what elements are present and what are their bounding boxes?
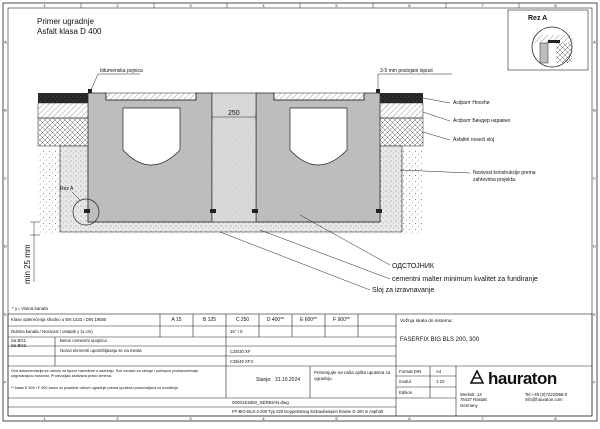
tb-product-label: Vožnja skala do sistema: <box>400 319 453 324</box>
tb-format-label: Format DIN <box>399 369 422 374</box>
frame-col-1: 1 <box>43 3 46 8</box>
frame-row-E: E <box>593 311 596 317</box>
frame-col-5: 5 <box>335 416 338 421</box>
frame-row-D: D <box>4 243 7 249</box>
tb-note2: ** klase E 600 i F 900 samo uz posebne uslove ugradnje prema uputstvu proizvodjača za izvođenje. <box>11 386 180 390</box>
load-class-5: E 600** <box>300 317 317 323</box>
frame-col-3: 3 <box>189 416 192 421</box>
titleblock-grid <box>8 314 592 416</box>
label-cement: cementni malter minimum kvalitet za fundiranje <box>392 276 538 283</box>
drain-channel-right <box>256 93 380 222</box>
hauraton-logo-mark <box>470 370 484 384</box>
tb-row4-value: C25/30 XF <box>230 349 251 354</box>
frame-col-7: 7 <box>481 416 484 421</box>
load-class-4: D 400** <box>266 317 285 323</box>
svg-text:250: 250 <box>228 110 240 117</box>
frame-row-F: F <box>4 379 7 385</box>
frame-row-C: C <box>4 175 7 181</box>
tb-row5-value: C35/45 XF3 <box>230 359 253 364</box>
detail-marker-label: Rez A <box>60 186 74 192</box>
label-bitumen: bitumenska pojnica <box>100 68 143 74</box>
tb-status-date: 31.10.2024 <box>275 377 301 383</box>
tb-format-value: A4 <box>436 369 442 374</box>
title-line2: Asfalt klasa D 400 <box>37 27 102 36</box>
load-class-3: C 250 <box>235 317 250 323</box>
frame-col-1: 1 <box>43 416 46 421</box>
frame-row-A: A <box>593 39 596 45</box>
label-asphalt-top: Асфалт Носећи <box>453 100 490 106</box>
tb-row3-a: Sa BG1 <box>11 338 27 343</box>
svg-text:min 25 mm: min 25 mm <box>23 244 32 284</box>
frame-col-4: 4 <box>262 3 265 8</box>
frame-col-8: 8 <box>554 3 557 8</box>
frame-row-C: C <box>593 175 596 181</box>
tb-bottom-text: FF-BIG-BLS-3-200 Typ 020 Doppelstrang Einbaubeispiel Klasse D 400 in Asphalt <box>232 409 383 414</box>
label-asphalt-binder: Асфалт Биндер нарaвно <box>453 118 511 124</box>
tb-file-name: 0000151800_SERBIAN.dwg <box>232 400 289 405</box>
frame-row-B: B <box>4 107 7 113</box>
frame-row-A: A <box>4 39 7 45</box>
tb-status-label: Stanje: <box>256 377 272 383</box>
label-asphalt-base: Asfaltni noseći sloj <box>453 137 495 143</box>
tb-row2-label: Dubina kanala / Nosivost / ostatak y (u cm) <box>11 329 93 334</box>
tb-contact: Tel +49 (0)7222/958-0 info@hauraton.com <box>525 392 568 403</box>
tb-row3-text: Beton cementni spojnica <box>60 338 107 343</box>
load-class-6: F 900** <box>333 317 350 323</box>
label-subbase-2: zahtevima projekta. <box>473 177 517 183</box>
svg-text:Rez A: Rez A <box>528 15 548 22</box>
frame-col-6: 6 <box>408 416 411 421</box>
tb-note: Ova dokumentacija se odnosi na tipove navedene u sadržaju. Sve oznake za obloge i poklopce podrazumevaju odgovarajuću nosivost. Proizvodjač zadržava pravo izmena. <box>11 369 199 378</box>
frame-row-B: B <box>593 107 596 113</box>
label-leveling: Sloj za izravnavanje <box>372 287 435 294</box>
frame-row-D: D <box>593 243 596 249</box>
load-class-1: A 15 <box>171 317 182 323</box>
frame-col-2: 2 <box>116 416 119 421</box>
tb-row4-text: Nosivi elementi upotrebljavaju se na mesta <box>60 348 142 353</box>
hauraton-logo-text: hauraton <box>488 369 557 388</box>
label-subbase-1: Nosivost konstrukcije prema <box>473 170 536 176</box>
label-spacing: 3-5 mm postojani ispust <box>380 68 433 74</box>
tb-address: Werkstr. 13 76437 Rastatt Germany <box>460 392 487 408</box>
frame-col-6: 6 <box>408 3 411 8</box>
frame-row-E: E <box>4 311 7 317</box>
detail-rez-a <box>508 10 588 70</box>
footnote: * y= Visina kanala <box>12 306 48 311</box>
frame-col-2: 2 <box>116 3 119 8</box>
frame-col-8: 8 <box>554 416 557 421</box>
tb-row1-label: Klase opterećenja shodno u EN 1433 / DIN 19580 <box>11 317 107 322</box>
tb-remark: Primenjujte na naša opšta uputstva za ugradnju. <box>314 370 391 381</box>
drain-channel-left <box>88 93 212 222</box>
frame-col-3: 3 <box>189 3 192 8</box>
load-class-2: B 125 <box>202 317 217 323</box>
dimension-min-25 <box>23 222 40 284</box>
asphalt-top-left <box>38 93 88 103</box>
tb-row2-value: 15° / 5 <box>230 329 243 334</box>
label-odstojnik: ОДСТОЈНИК <box>392 263 434 270</box>
tb-edition-label: Edition <box>399 390 413 395</box>
title-line1: Primer ugradnje <box>37 17 94 26</box>
frame-col-7: 7 <box>481 3 484 8</box>
tb-product-name: FASERFIX BIG BLS 200, 300 <box>400 337 480 343</box>
frame-row-F: F <box>593 379 596 385</box>
tb-scale-value: 1:10 <box>436 379 445 384</box>
tb-row3-b: Sa BG2 <box>11 343 27 348</box>
tb-scale-label: modul <box>399 379 411 384</box>
frame-col-4: 4 <box>262 416 265 421</box>
asphalt-top-right <box>380 93 423 103</box>
frame-col-5: 5 <box>335 3 338 8</box>
